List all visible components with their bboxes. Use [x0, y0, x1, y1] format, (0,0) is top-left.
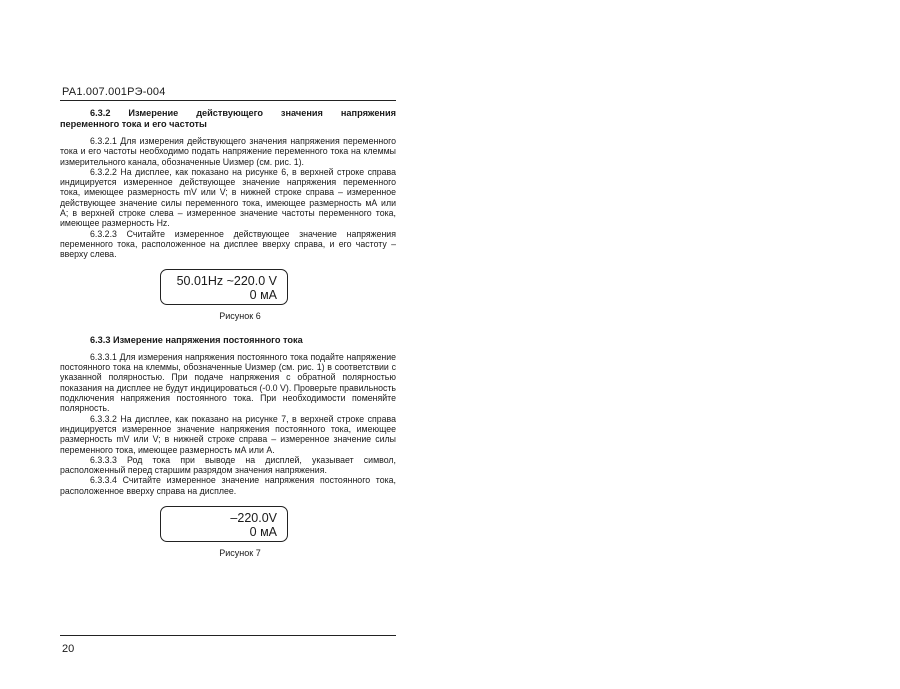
- page-number: 20: [62, 643, 75, 655]
- figure-6-display: [160, 269, 288, 305]
- paragraph-6333: 6.3.3.3 Род тока при выводе на дисплей, указывает символ, расположенный перед старшим разрядом значения напряжения.: [60, 454, 396, 476]
- figure-7-display: [160, 506, 288, 542]
- header-rule: [60, 100, 396, 101]
- figure-7-display-line-2: 0 мА: [249, 525, 277, 540]
- section-632-title: 6.3.2 Измерение действующего значения напряжения переменного тока и его частоты: [60, 108, 396, 129]
- paragraph-6323: 6.3.2.3 Считайте измеренное действующее значение напряжения переменного тока, расположенное на дисплее вверху справа, и его частоту – вверху слева.: [60, 228, 396, 260]
- footer-rule: [60, 635, 396, 636]
- paragraph-6321: 6.3.2.1 Для измерения действующего значения напряжения переменного тока и его частоты необходимо подать напряжение переменного тока на клеммы измерительного канала, обозначенные Uизмер (см. рис. 1).: [60, 136, 396, 167]
- figure-7-caption: Рисунок 7: [219, 548, 261, 559]
- figure-6-display-line-1: 50.01Hz ~220.0 V: [176, 273, 277, 288]
- figure-6-display-line-2: 0 мА: [249, 287, 277, 302]
- figure-7-display-line-1: –220.0V: [230, 511, 277, 526]
- figure-6-caption: Рисунок 6: [219, 310, 261, 321]
- paragraph-6331: 6.3.3.1 Для измерения напряжения постоянного тока подайте напряжение постоянного тока на клеммы, обозначенные Uизмер (см. рис. 1) в соответствии с указанной полярностью. При подаче напряжения с обратной полярностью показания на дисплее не будут индицироваться (-0.0 V). Проверьте правильность подключения напряжения постоянного тока. При необходимости поменяйте полярность.: [60, 351, 396, 414]
- paragraph-6334: 6.3.3.4 Считайте измеренное значение напряжения постоянного тока, расположенное вверху справа на дисплее.: [60, 475, 396, 496]
- section-633-title: 6.3.3 Измерение напряжения постоянного тока: [90, 334, 303, 345]
- document-code: РА1.007.001РЭ-004: [62, 86, 166, 98]
- page-content: [60, 108, 396, 558]
- paragraph-6332: 6.3.3.2 На дисплее, как показано на рисунке 7, в верхней строке справа индицируется измеренное значение напряжения постоянного тока, имеющее размерность mV или V; в нижней строке справа – измеренное значение силы переменного тока, имеющее размерность мА или А.: [60, 413, 396, 455]
- paragraph-6322: 6.3.2.2 На дисплее, как показано на рисунке 6, в верхней строке справа индицируется измеренное действующее значение напряжения переменного тока, имеющее размерность mV или V; в нижней строке справа – измеренное действующее значение силы переменного тока, имеющее размерность мА или А; в верхней строке слева – измеренное значение частоты переменного тока, имеющее размерность Hz.: [60, 166, 396, 229]
